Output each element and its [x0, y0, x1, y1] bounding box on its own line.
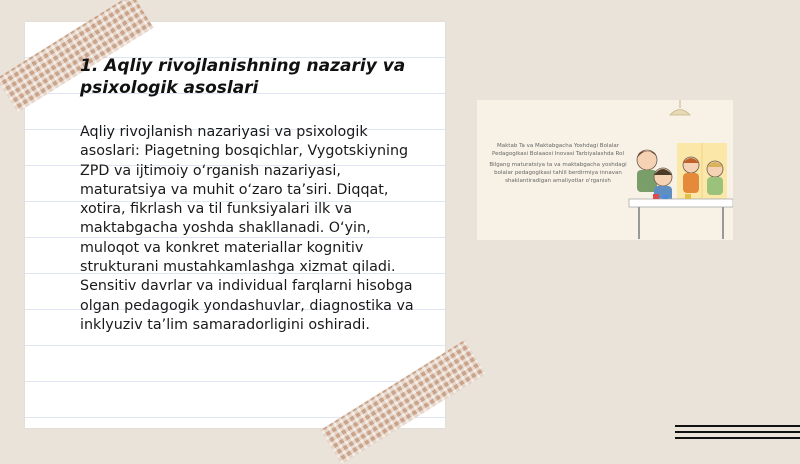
illustration-card [477, 100, 733, 240]
slide-title: 1. Aqliy rivojlanishning nazariy va psixologik asoslari [80, 56, 406, 98]
slide-body-text: Aqliy rivojlanish nazariyasi va psixologik asoslari: Piagetning bosqichlar, Vygotskiyning ZPD va ijtimoiy o‘rganish nazariyasi, maturatsiya va muhit o‘zaro ta’siri. Diqqat, xotira, fikrlash va til funksiyalari ilk va maktabgacha yoshda shakllanadi. O‘yin, muloqot va konkret materiallar kognitiv strukturani mustahkamlashga xizmat qiladi. Sensitiv davrlar va individual farqlarni hisobga olgan pedagogik yondashuvlar, diagnostika va inklyuziv ta’lim samaradorligini oshiradi. [80, 124, 414, 333]
illustration-caption [483, 142, 633, 188]
illustration-subtext: Bilgang maturatsiya ta va maktabgacha yoshdagi bolalar pedagogikasi tahlil berdirmiya innavan shaklantiradigan amaliyotlar o'rganish [489, 162, 627, 184]
lamp-icon [667, 100, 693, 118]
decorative-lines [675, 425, 800, 443]
children-illustration [625, 135, 733, 240]
illustration-heading: Maktab Ta va Maktabgacha Yoshdagi Bolalar Pedagogikasi Bolaaosi Inovasi Tarbiyalashda Rol [491, 143, 625, 157]
